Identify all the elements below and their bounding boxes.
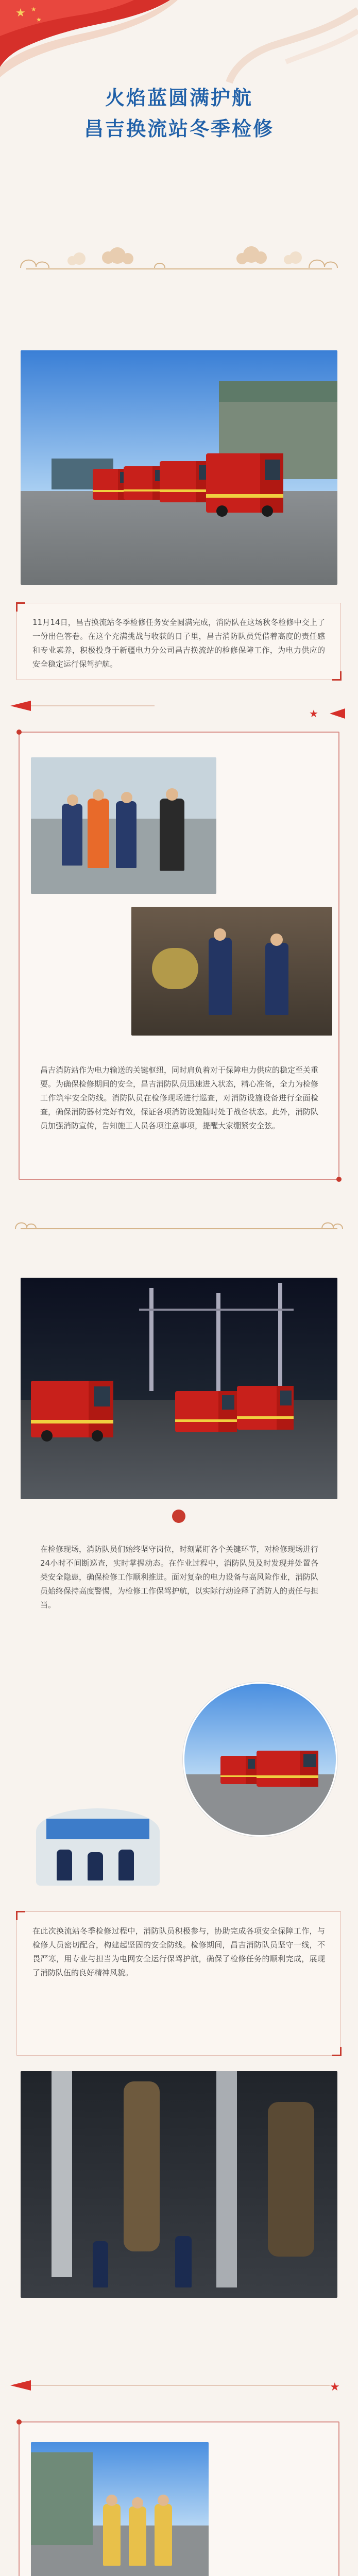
photo-training-room <box>36 1808 160 1886</box>
corner-decoration-icon <box>332 671 342 681</box>
photo-night-substation <box>21 1278 337 1499</box>
cloud-pattern-icon <box>0 237 358 283</box>
svg-text:★: ★ <box>15 7 26 20</box>
svg-text:★: ★ <box>309 707 318 720</box>
svg-text:★: ★ <box>36 16 42 23</box>
photo-equipment-inspection <box>131 907 332 1036</box>
section2-textbox <box>25 1530 334 1659</box>
section1-textbox <box>25 1051 334 1170</box>
intro-textbox <box>16 603 341 680</box>
ribbon-decoration-icon <box>0 1213 358 1244</box>
intro-paragraph: 11月14日，昌吉换流站冬季检修任务安全圆满完成，消防队在这场秋冬检修中交上了一份出色答卷。在这个充满挑战与收获的日子里，昌吉消防队员凭借着高度的责任感和专业素养，积极投身于新疆电力分公司昌吉换流站的检修保障工作，为电力供应的安全稳定运行保驾护航。 <box>32 618 325 669</box>
flag-ribbon-decoration-icon <box>0 685 358 726</box>
section1-paragraph: 昌吉消防站作为电力输送的关键枢纽，同时肩负着对于保障电力供应的稳定至关重要。为确保检修期间的安全，昌吉消防队员迅速进入状态，精心准备，全力为检修工作筑牢安全防线。消防队员在检修现场进行巡查，对消防设施设备进行全面检查，确保消防器材完好有效，保证各项消防设施随时处于战备状态。此外，消防队员加强消防宣传，告知施工人员各项注意事项，提醒大家绷紧安全弦。 <box>40 1065 319 1130</box>
section2-paragraph: 在检修现场，消防队员们始终坚守岗位，时刻紧盯各个关键环节，对检修现场进行24小时不间断巡查，实时掌握动态。在作业过程中，消防队员及时发现并处置各类安全隐患，确保检修工作顺利推进。面对复杂的电力设备与高风险作业，消防队员始终保持高度警惕，为检修工作保驾护航，以实际行动诠释了消防人的责任与担当。 <box>40 1545 319 1609</box>
svg-text:★: ★ <box>330 2381 340 2394</box>
corner-decoration-icon <box>16 602 25 612</box>
page-title-line1: 火焰蓝圆满护航 <box>105 87 253 109</box>
section3-textbox <box>16 1911 341 2056</box>
title-block <box>0 82 358 144</box>
photo-drill-team <box>31 2442 209 2576</box>
photo-circle-trucks <box>183 1682 337 1837</box>
page-title-line2: 昌吉换流站冬季检修 <box>83 117 274 140</box>
flag-ribbon-decoration-icon <box>0 2370 358 2401</box>
svg-text:★: ★ <box>31 6 37 13</box>
corner-decoration-icon <box>332 2047 342 2056</box>
photo-night-inspection <box>21 2071 337 2298</box>
corner-decoration-icon <box>16 1911 25 1920</box>
header <box>0 0 358 330</box>
photo-fire-trucks <box>21 350 337 585</box>
section3-paragraph: 在此次换流站冬季检修过程中，消防队员积极参与，协助完成各项安全保障工作，与检修人员密切配合，构建起坚固的安全防线。检修期间，昌吉消防队员坚守一线，不畏严寒，用专业与担当为电网安全运行保驾护航，确保了检修任务的顺利完成，展现了消防队伍的良好精神风貌。 <box>32 1926 325 1977</box>
photo-team-briefing <box>31 757 216 894</box>
red-dot-decoration-icon <box>172 1510 185 1523</box>
